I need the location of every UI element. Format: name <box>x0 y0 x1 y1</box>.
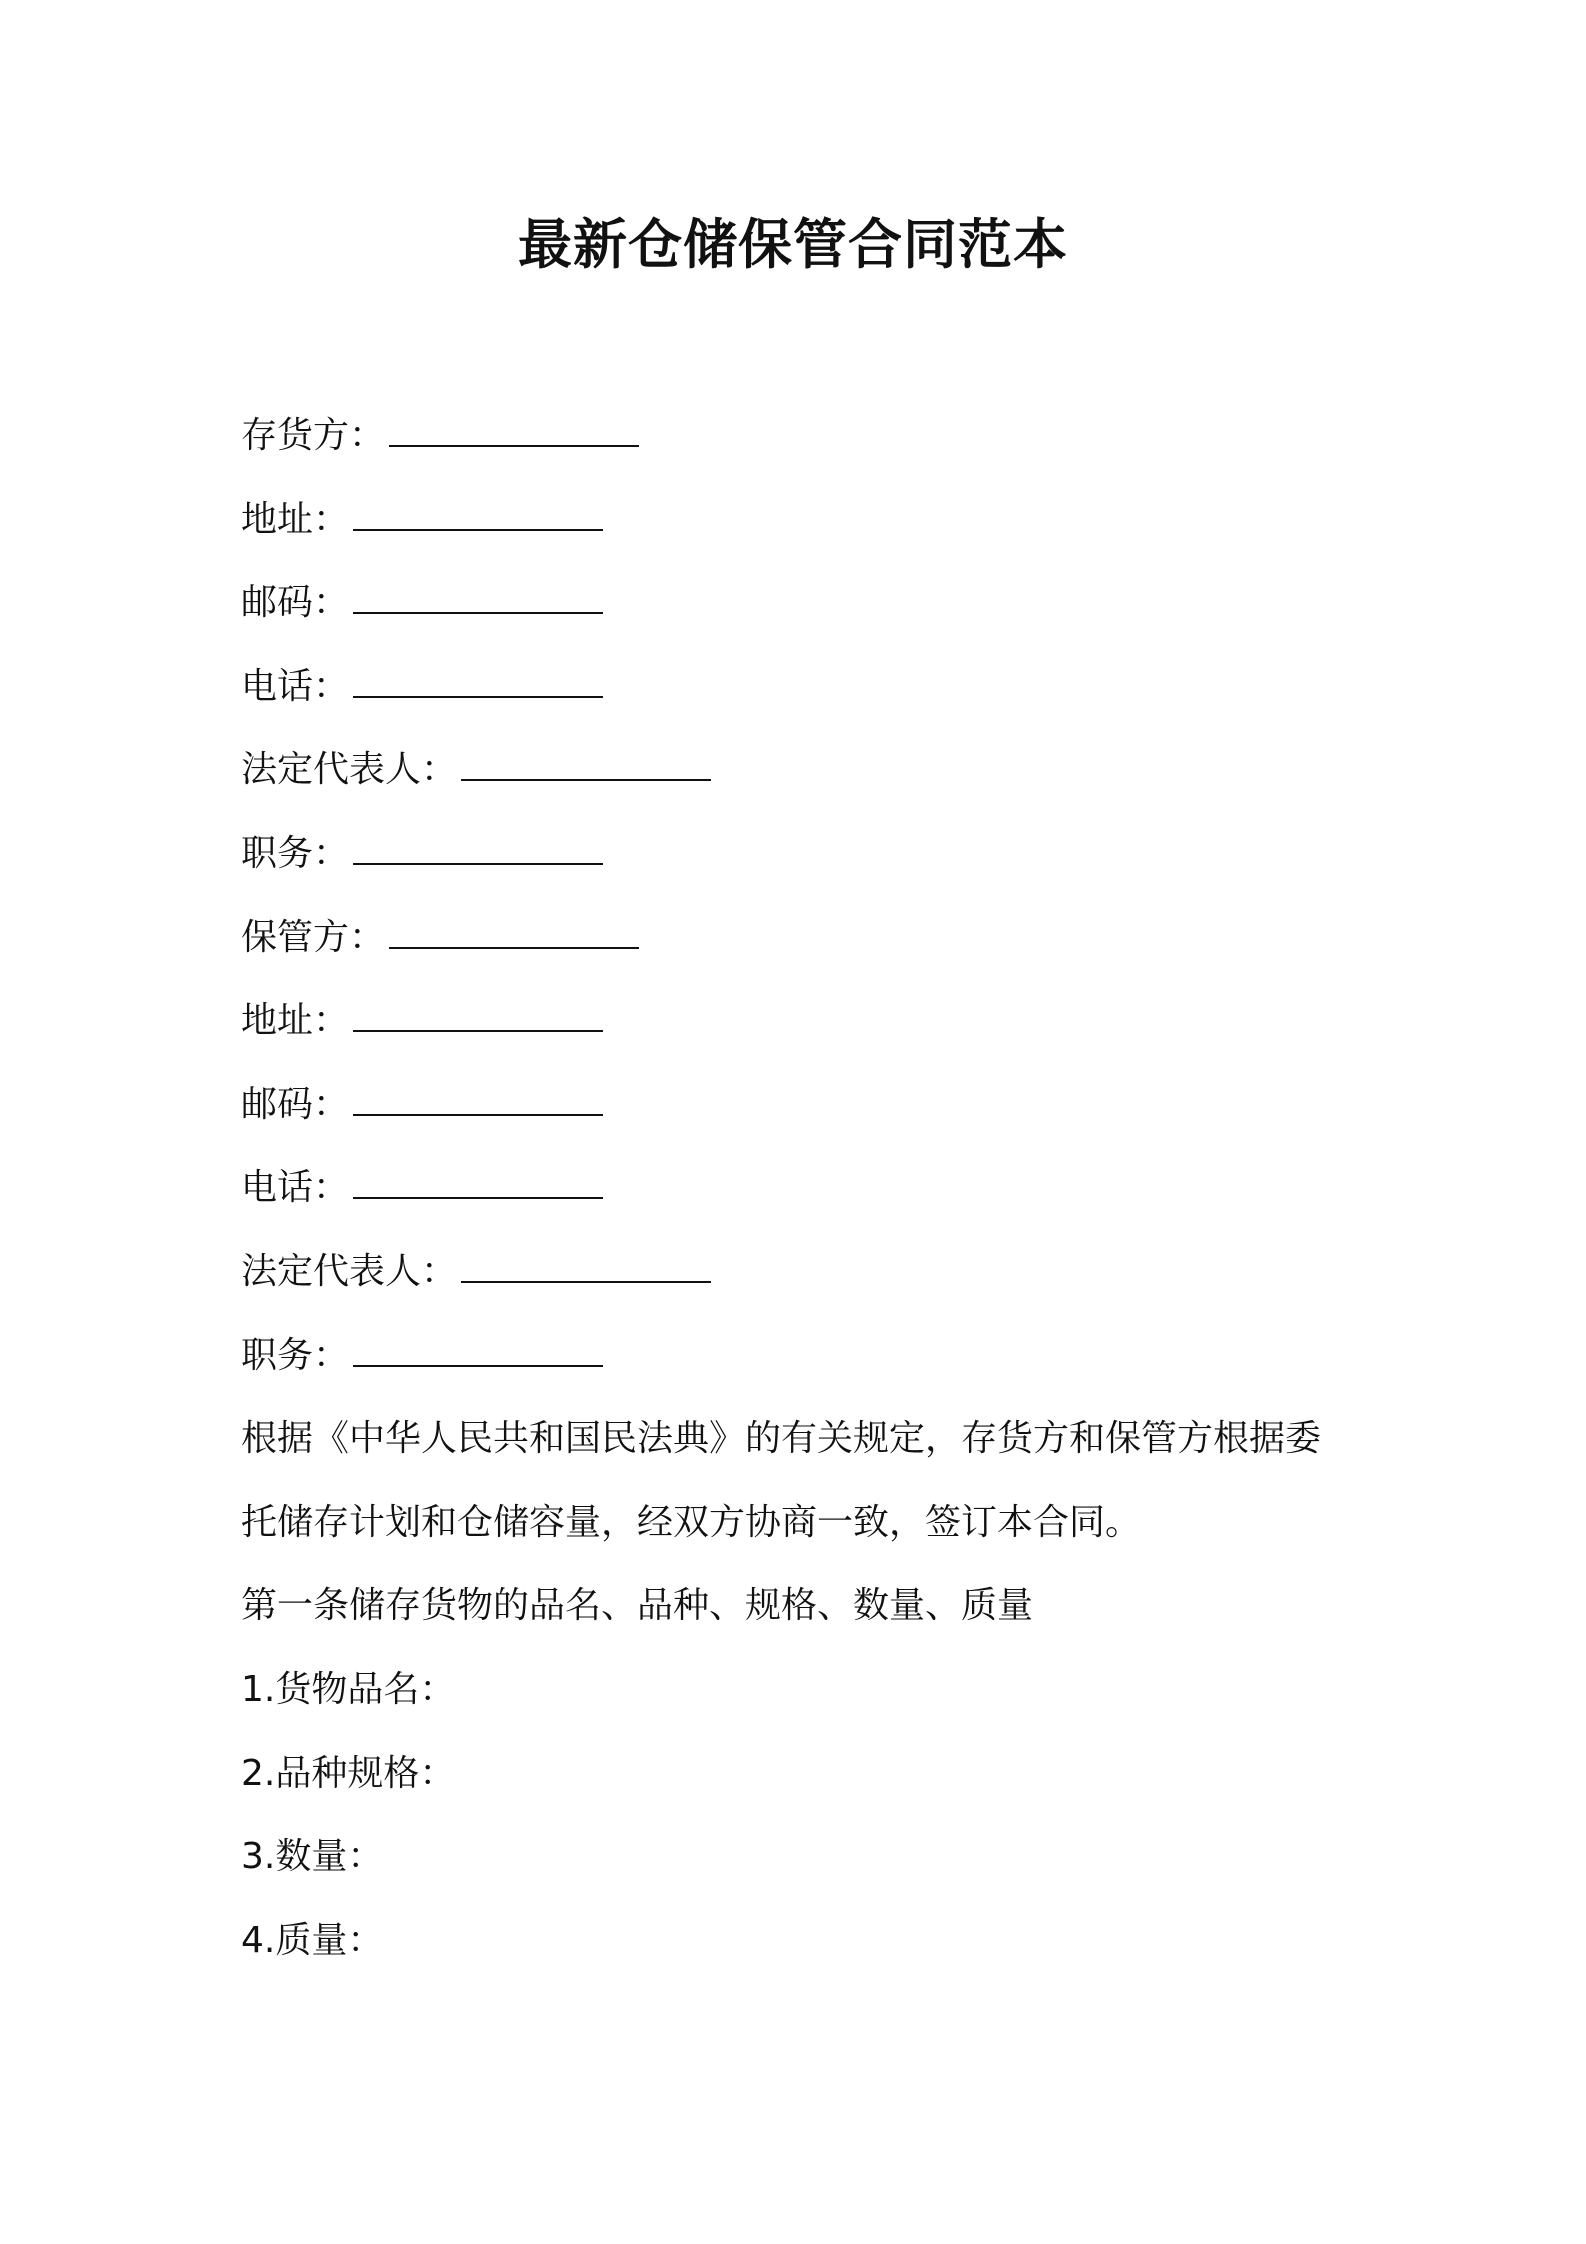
field-label: 保管方： <box>241 916 386 958</box>
fill-in-blank <box>389 911 639 949</box>
article-item: 3.数量： <box>241 1836 384 1878</box>
fill-in-blank <box>353 1078 603 1116</box>
fill-in-blank <box>353 1329 603 1367</box>
field-label: 存货方： <box>241 415 386 456</box>
field-label: 职务： <box>241 1334 350 1376</box>
article-heading: 第一条储存货物的品名、品种、规格、数量、质量 <box>241 1585 1034 1627</box>
party-field-position <box>241 1320 1381 1404</box>
document-body <box>241 400 1381 1988</box>
party-field-phone <box>241 1152 1381 1236</box>
field-label: 邮码： <box>241 582 350 624</box>
field-label: 地址： <box>241 1000 350 1042</box>
party-field-address <box>241 484 1381 568</box>
fill-in-blank <box>461 1245 711 1283</box>
field-label: 法定代表人： <box>241 749 458 791</box>
party-field-depositor <box>241 400 1381 484</box>
party-field-address <box>241 985 1381 1069</box>
party-field-postcode <box>241 567 1381 651</box>
fill-in-blank <box>461 743 711 781</box>
field-label: 法定代表人： <box>241 1250 458 1292</box>
field-label: 电话： <box>241 1167 350 1209</box>
field-label: 电话： <box>241 665 350 707</box>
party-field-legal-rep <box>241 734 1381 818</box>
preamble-line: 托储存计划和仓储容量，经双方协商一致，签订本合同。 <box>241 1501 1142 1543</box>
fill-in-blank <box>353 576 603 614</box>
fill-in-blank <box>353 493 603 531</box>
party-field-legal-rep <box>241 1236 1381 1320</box>
party-field-postcode <box>241 1069 1381 1153</box>
field-label: 地址： <box>241 498 350 540</box>
page-title: 最新仓储保管合同范本 <box>518 213 1068 276</box>
party-field-custodian <box>241 902 1381 986</box>
preamble-line: 根据《中华人民共和国民法典》的有关规定，存货方和保管方根据委 <box>241 1418 1322 1460</box>
field-label: 邮码： <box>241 1083 350 1125</box>
article-item: 4.质量： <box>241 1919 384 1961</box>
fill-in-blank <box>353 994 603 1032</box>
fill-in-blank <box>353 660 603 698</box>
article-item: 1.货物品名： <box>241 1668 456 1710</box>
fill-in-blank <box>353 827 603 865</box>
fill-in-blank <box>389 409 639 447</box>
field-label: 职务： <box>241 832 350 874</box>
party-field-position <box>241 818 1381 902</box>
article-item: 2.品种规格： <box>241 1752 456 1794</box>
party-field-phone <box>241 651 1381 735</box>
fill-in-blank <box>353 1161 603 1199</box>
